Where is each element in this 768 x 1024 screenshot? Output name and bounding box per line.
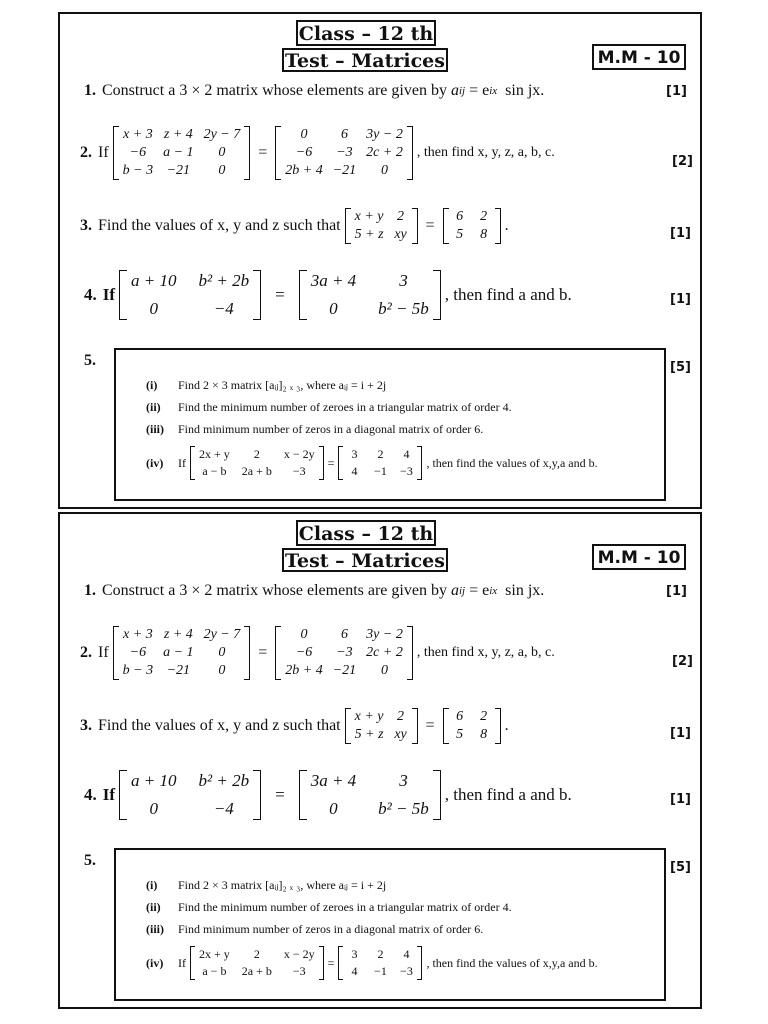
question-number: 1. bbox=[84, 82, 96, 99]
sub-label: (iv) bbox=[146, 455, 164, 470]
marks-q1: [1] bbox=[666, 584, 687, 599]
matrix-entry: x + 3 bbox=[123, 127, 153, 142]
matrix-entry: b − 3 bbox=[122, 663, 154, 678]
question-number: 5. bbox=[84, 852, 96, 869]
sub-label: (iv) bbox=[146, 955, 164, 970]
marks-q5: [5] bbox=[670, 860, 691, 875]
matrix-entry: 3 bbox=[399, 271, 408, 290]
matrix-entry: 2 bbox=[377, 947, 384, 961]
matrix-entry: 0 bbox=[329, 299, 338, 318]
matrix-entry: 5 bbox=[456, 227, 464, 242]
period: . bbox=[504, 717, 509, 734]
equals-sign: = bbox=[327, 455, 335, 470]
matrix-entry: 3y − 2 bbox=[366, 627, 403, 642]
formula-tail: sin jx. bbox=[505, 582, 545, 599]
matrix-grid bbox=[281, 126, 407, 180]
matrix-entry: 0 bbox=[381, 163, 388, 178]
question-tail: , then find a and b. bbox=[444, 785, 572, 804]
bracket-right bbox=[244, 626, 250, 680]
matrix-right bbox=[275, 626, 413, 680]
matrix-grid bbox=[119, 626, 245, 680]
matrix-entry: 4 bbox=[403, 447, 410, 461]
matrix-left bbox=[345, 208, 418, 244]
matrix-entry: x + y bbox=[354, 209, 384, 224]
question-2 bbox=[80, 126, 555, 180]
matrix-entry: z + 4 bbox=[163, 127, 193, 142]
matrix-entry: z + 4 bbox=[163, 627, 193, 642]
bracket-right bbox=[417, 446, 422, 480]
matrix-entry: −4 bbox=[213, 299, 234, 318]
marks-q2: [2] bbox=[672, 154, 693, 169]
sub-question-iv bbox=[146, 446, 598, 480]
bracket-right bbox=[417, 946, 422, 980]
matrix-entry: 2b + 4 bbox=[285, 163, 323, 178]
matrix-entry: 0 bbox=[218, 163, 226, 178]
bracket-right bbox=[253, 770, 261, 820]
matrix-entry: 6 bbox=[456, 209, 464, 224]
equals-sign: = bbox=[275, 785, 285, 804]
bracket-left bbox=[119, 270, 127, 320]
matrix-entry: b² + 2b bbox=[198, 271, 250, 290]
question-5-number bbox=[84, 852, 96, 870]
bracket-right bbox=[319, 946, 324, 980]
bracket-right bbox=[407, 126, 413, 180]
question-number: 3. bbox=[80, 717, 92, 734]
matrix-entry: 0 bbox=[300, 627, 308, 642]
matrix-grid bbox=[343, 446, 417, 480]
formula-superscript: ix bbox=[489, 85, 498, 97]
bracket-right bbox=[495, 708, 501, 744]
matrix-entry: 2x + y bbox=[199, 947, 230, 961]
sub-question-iii bbox=[146, 922, 483, 937]
matrix-left bbox=[345, 708, 418, 744]
matrix-entry: −6 bbox=[129, 145, 147, 160]
matrix-entry: a + 10 bbox=[131, 271, 177, 290]
matrix-entry: b − 3 bbox=[122, 163, 154, 178]
question-number: 1. bbox=[84, 582, 96, 599]
matrix-entry: −21 bbox=[166, 663, 191, 678]
matrix-entry: 3y − 2 bbox=[366, 127, 403, 142]
sub-label: (i) bbox=[146, 378, 158, 392]
matrix-entry: −1 bbox=[374, 964, 387, 978]
marks-q1: [1] bbox=[666, 84, 687, 99]
question-1 bbox=[84, 82, 544, 100]
matrix-entry: 2y − 7 bbox=[203, 127, 241, 142]
matrix-grid bbox=[127, 270, 253, 320]
question-number: 3. bbox=[80, 217, 92, 234]
matrix-grid bbox=[119, 126, 245, 180]
sub-text: , then find the values of x,y,a and b. bbox=[426, 955, 598, 970]
equals-sign: = bbox=[258, 144, 268, 161]
if-label: If bbox=[178, 455, 186, 470]
bracket-right bbox=[433, 770, 441, 820]
matrix-entry: 3 bbox=[399, 771, 408, 790]
formula-a: a bbox=[450, 582, 459, 599]
question-text: Find the values of x, y and z such that bbox=[98, 717, 341, 734]
matrix-grid bbox=[195, 446, 319, 480]
matrix-entry: 3a + 4 bbox=[310, 271, 357, 290]
sub-text: , then find the values of x,y,a and b. bbox=[426, 455, 598, 470]
matrix-entry: −3 bbox=[336, 145, 353, 160]
question-4 bbox=[84, 270, 572, 320]
matrix-right bbox=[338, 946, 422, 980]
question-number: 5. bbox=[84, 352, 96, 369]
sub-label: (ii) bbox=[146, 900, 161, 914]
marks-q3: [1] bbox=[670, 726, 691, 741]
matrix-entry: 0 bbox=[218, 663, 226, 678]
matrix-entry: 8 bbox=[480, 227, 488, 242]
matrix-entry: −3 bbox=[336, 645, 353, 660]
sub-text: Find minimum number of zeros in a diagonal matrix of order 6. bbox=[178, 922, 484, 936]
bracket-right bbox=[253, 270, 261, 320]
period: . bbox=[504, 217, 509, 234]
matrix-grid bbox=[307, 270, 433, 320]
matrix-entry: 2b + 4 bbox=[285, 663, 323, 678]
formula-superscript: ix bbox=[489, 585, 498, 597]
matrix-entry: 0 bbox=[149, 299, 159, 318]
matrix-entry: 5 + z bbox=[354, 227, 384, 242]
matrix-entry: 0 bbox=[381, 663, 388, 678]
matrix-entry: −21 bbox=[332, 663, 357, 678]
matrix-entry: −3 bbox=[292, 964, 306, 978]
matrix-entry: −6 bbox=[295, 645, 313, 660]
formula-a: a bbox=[450, 82, 459, 99]
matrix-grid bbox=[449, 208, 495, 244]
matrix-entry: b² − 5b bbox=[378, 799, 429, 818]
question-number: 4. bbox=[84, 285, 97, 304]
if-label: If bbox=[178, 955, 186, 970]
matrix-entry: a − b bbox=[202, 464, 227, 478]
matrix-entry: a − 1 bbox=[163, 145, 194, 160]
equals-sign: = bbox=[425, 717, 435, 734]
test-sheet-1 bbox=[58, 12, 702, 509]
matrix-entry: x + 3 bbox=[123, 627, 153, 642]
matrix-entry: 8 bbox=[480, 727, 488, 742]
marks-q3: [1] bbox=[670, 226, 691, 241]
question-number: 4. bbox=[84, 785, 97, 804]
question-number: 2. bbox=[80, 144, 92, 161]
marks-q4: [1] bbox=[670, 292, 691, 307]
sub-question-i bbox=[146, 378, 386, 393]
matrix-entry: −21 bbox=[166, 163, 191, 178]
max-marks-box: M.M - 10 bbox=[592, 44, 686, 70]
matrix-entry: b² − 5b bbox=[378, 299, 429, 318]
matrix-entry: a + 10 bbox=[131, 771, 177, 790]
sub-question-iv bbox=[146, 946, 598, 980]
matrix-entry: 4 bbox=[351, 964, 358, 978]
matrix-entry: 0 bbox=[218, 645, 226, 660]
bracket-left bbox=[119, 770, 127, 820]
matrix-entry: 5 + z bbox=[354, 727, 384, 742]
matrix-left bbox=[113, 626, 251, 680]
sub-question-ii bbox=[146, 400, 512, 415]
matrix-entry: xy bbox=[394, 727, 407, 742]
question-number: 2. bbox=[80, 644, 92, 661]
matrix-entry: x − 2y bbox=[283, 947, 315, 961]
matrix-entry: x − 2y bbox=[283, 447, 315, 461]
matrix-right bbox=[443, 708, 501, 744]
if-label: If bbox=[102, 285, 116, 304]
sub-label: (i) bbox=[146, 878, 158, 892]
formula-equals: = e bbox=[469, 82, 490, 99]
question-4 bbox=[84, 770, 572, 820]
sub-question-ii bbox=[146, 900, 512, 915]
matrix-left bbox=[119, 270, 261, 320]
matrix-entry: −21 bbox=[332, 163, 357, 178]
bracket-right bbox=[407, 626, 413, 680]
matrix-entry: 2 bbox=[253, 447, 260, 461]
bracket-left bbox=[299, 270, 307, 320]
matrix-right bbox=[275, 126, 413, 180]
matrix-entry: 0 bbox=[149, 799, 159, 818]
matrix-right bbox=[338, 446, 422, 480]
matrix-entry: −3 bbox=[292, 464, 306, 478]
sub-question-iii bbox=[146, 422, 483, 437]
matrix-grid bbox=[449, 708, 495, 744]
formula-subscript: ij bbox=[458, 85, 466, 97]
matrix-entry: 2 bbox=[480, 709, 488, 724]
equals-sign: = bbox=[275, 285, 285, 304]
question-5-number bbox=[84, 352, 96, 370]
class-title: Class – 12 th bbox=[296, 520, 436, 546]
matrix-entry: −1 bbox=[374, 464, 387, 478]
matrix-right bbox=[443, 208, 501, 244]
matrix-entry: 6 bbox=[340, 127, 348, 142]
matrix-entry: 0 bbox=[218, 145, 226, 160]
matrix-entry: 5 bbox=[456, 727, 464, 742]
bracket-right bbox=[495, 208, 501, 244]
matrix-entry: −3 bbox=[400, 964, 413, 978]
question-tail: , then find x, y, z, a, b, c. bbox=[416, 145, 555, 160]
matrix-entry: 2 bbox=[397, 209, 405, 224]
matrix-entry: 0 bbox=[300, 127, 308, 142]
matrix-right bbox=[299, 770, 441, 820]
matrix-entry: 2a + b bbox=[241, 464, 272, 478]
sub-text: Find 2 × 3 matrix [aᵢⱼ]₂ ₓ ₃, where aᵢⱼ = i + 2j bbox=[178, 378, 387, 392]
matrix-entry: −6 bbox=[295, 145, 313, 160]
equals-sign: = bbox=[327, 955, 335, 970]
matrix-left bbox=[119, 770, 261, 820]
question-text: Find the values of x, y and z such that bbox=[98, 217, 341, 234]
question-tail: , then find x, y, z, a, b, c. bbox=[416, 645, 555, 660]
matrix-entry: a − 1 bbox=[163, 645, 194, 660]
matrix-entry: 3a + 4 bbox=[310, 771, 357, 790]
matrix-entry: 0 bbox=[329, 799, 338, 818]
matrix-grid bbox=[351, 208, 412, 244]
matrix-grid bbox=[281, 626, 407, 680]
test-title: Test – Matrices bbox=[282, 48, 448, 72]
question-text: Construct a 3 × 2 matrix whose elements are given by bbox=[102, 82, 447, 99]
question-text: Construct a 3 × 2 matrix whose elements are given by bbox=[102, 582, 447, 599]
question-2 bbox=[80, 626, 555, 680]
matrix-entry: xy bbox=[394, 227, 407, 242]
matrix-entry: −6 bbox=[129, 645, 147, 660]
matrix-left bbox=[190, 446, 324, 480]
marks-q4: [1] bbox=[670, 792, 691, 807]
matrix-entry: 2 bbox=[397, 709, 405, 724]
matrix-entry: 6 bbox=[456, 709, 464, 724]
sub-text: Find minimum number of zeros in a diagonal matrix of order 6. bbox=[178, 422, 484, 436]
matrix-grid bbox=[127, 770, 253, 820]
class-title: Class – 12 th bbox=[296, 20, 436, 46]
matrix-grid bbox=[351, 708, 412, 744]
matrix-entry: 6 bbox=[340, 627, 348, 642]
matrix-entry: a − b bbox=[202, 964, 227, 978]
matrix-entry: 4 bbox=[351, 464, 358, 478]
if-label: If bbox=[102, 785, 116, 804]
matrix-right bbox=[299, 270, 441, 320]
sub-text: Find the minimum number of zeroes in a triangular matrix of order 4. bbox=[178, 900, 512, 914]
question-tail: , then find a and b. bbox=[444, 285, 572, 304]
test-title: Test – Matrices bbox=[282, 548, 448, 572]
matrix-entry: b² + 2b bbox=[198, 771, 250, 790]
equals-sign: = bbox=[425, 217, 435, 234]
max-marks-box: M.M - 10 bbox=[592, 544, 686, 570]
question-5-box bbox=[114, 848, 666, 1001]
bracket-right bbox=[412, 708, 418, 744]
marks-q5: [5] bbox=[670, 360, 691, 375]
matrix-entry: 2y − 7 bbox=[203, 627, 241, 642]
matrix-entry: −3 bbox=[400, 464, 413, 478]
test-sheet-2 bbox=[58, 512, 702, 1009]
matrix-entry: 2c + 2 bbox=[366, 645, 403, 660]
matrix-entry: 2c + 2 bbox=[366, 145, 403, 160]
bracket-right bbox=[319, 446, 324, 480]
matrix-entry: 2a + b bbox=[241, 964, 272, 978]
matrix-entry: 4 bbox=[403, 947, 410, 961]
bracket-left bbox=[299, 770, 307, 820]
matrix-entry: −4 bbox=[213, 799, 234, 818]
matrix-left bbox=[190, 946, 324, 980]
bracket-right bbox=[433, 270, 441, 320]
sub-label: (iii) bbox=[146, 922, 164, 936]
question-3 bbox=[80, 208, 509, 244]
matrix-grid bbox=[343, 946, 417, 980]
sub-question-i bbox=[146, 878, 386, 893]
matrix-entry: 3 bbox=[351, 947, 358, 961]
bracket-right bbox=[412, 208, 418, 244]
sub-text: Find the minimum number of zeroes in a triangular matrix of order 4. bbox=[178, 400, 512, 414]
bracket-right bbox=[244, 126, 250, 180]
sub-label: (ii) bbox=[146, 400, 161, 414]
matrix-entry: 2 bbox=[253, 947, 260, 961]
sub-text: Find 2 × 3 matrix [aᵢⱼ]₂ ₓ ₃, where aᵢⱼ = i + 2j bbox=[178, 878, 387, 892]
if-label: If bbox=[98, 144, 109, 161]
matrix-left bbox=[113, 126, 251, 180]
sub-label: (iii) bbox=[146, 422, 164, 436]
matrix-entry: x + y bbox=[354, 709, 384, 724]
matrix-entry: 3 bbox=[351, 447, 358, 461]
equals-sign: = bbox=[258, 644, 268, 661]
formula-subscript: ij bbox=[458, 585, 466, 597]
question-3 bbox=[80, 708, 509, 744]
formula-tail: sin jx. bbox=[505, 82, 545, 99]
matrix-grid bbox=[307, 770, 433, 820]
question-1 bbox=[84, 582, 544, 600]
matrix-entry: 2 bbox=[377, 447, 384, 461]
matrix-grid bbox=[195, 946, 319, 980]
formula-equals: = e bbox=[469, 582, 490, 599]
question-5-box bbox=[114, 348, 666, 501]
marks-q2: [2] bbox=[672, 654, 693, 669]
matrix-entry: 2x + y bbox=[199, 447, 230, 461]
if-label: If bbox=[98, 644, 109, 661]
matrix-entry: 2 bbox=[480, 209, 488, 224]
